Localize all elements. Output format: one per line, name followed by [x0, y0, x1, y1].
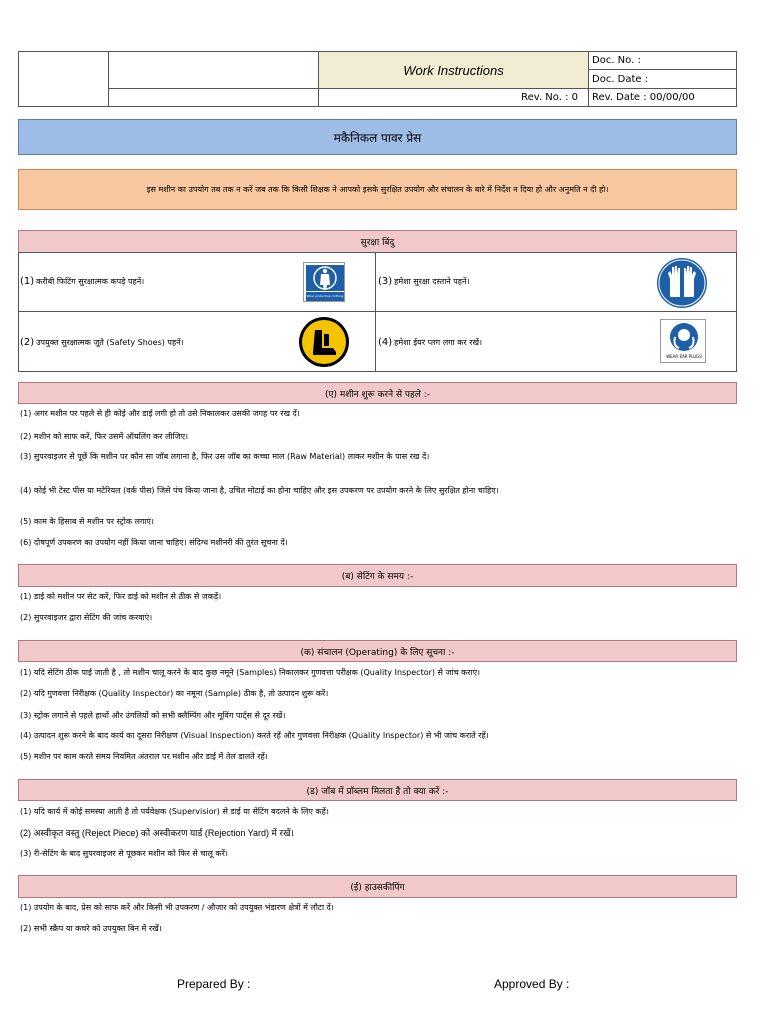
header-blank-row2 — [108, 88, 319, 107]
list-item: (1) डाई को मशीन पर सेट करें, फिर डाई को मशीन से ठीक से जकड़ें। — [20, 592, 222, 601]
section-d-heading: (ड) जॉब में प्रॉब्लम मिलता है तो क्या करें :- — [18, 779, 737, 801]
list-item: (3) सुपरवाइजर से पूछें कि मशीन पर कौन सा जॉब लगाना है, फिर उस जॉब का कच्चा माल (Raw Material) लाकर मशीन के पास रख दें। — [20, 452, 430, 461]
warning-banner: इस मशीन का उपयोग तब तक न करें जब तक कि किसी शिक्षक ने आपको इसके सुरक्षित उपयोग और संचालन के बारे में निर्देश न दिया हो और अनुमति न दी हो। — [18, 169, 737, 210]
safety-heading: सुरक्षा बिंदु — [18, 230, 737, 253]
section-a-heading: (ए) मशीन शुरू करने से पहले :- — [18, 382, 737, 404]
list-item: (5) मशीन पर काम करते समय नियमित अंतराल पर मशीन और डाई में तेल डालते रहें। — [20, 752, 268, 761]
section-e-heading: (ई) हाउसकीपिंग — [18, 875, 737, 898]
list-item: (3) री-सेटिंग के बाद सुपरवाइजर से पूछकर मशीन को फिर से चालू करें। — [20, 849, 228, 858]
list-item: (1) उपयोग के बाद, प्रेस को साफ करें और किसी भी उपकरण / औजार को उपयुक्त भंडारण क्षेत्रों में लौटा दें। — [20, 903, 334, 912]
list-item: (2) मशीन को साफ करें, फिर उसमें ऑयलिंग कर लीजिए। — [20, 432, 189, 441]
doc-no: Doc. No. : — [588, 51, 737, 70]
rev-date: Rev. Date : 00/00/00 — [588, 88, 737, 107]
section-c-heading: (क) संचालन (Operating) के लिए सूचना :- — [18, 640, 737, 662]
header-blank-cell — [108, 51, 319, 89]
safety-item-1: (1) करीबी फिटिंग सुरक्षात्मक कपड़े पहनें। — [20, 276, 145, 287]
list-item: (2) यदि गुणवत्ता निरीक्षक (Quality Inspector) का नमूना (Sample) ठीक है, तो उत्पादन शुरू करें। — [20, 689, 329, 698]
list-item: (6) दोषपूर्ण उपकरण का उपयोग नहीं किया जाना चाहिए। संदिग्ध मशीनरी की तुरंत सूचना दें। — [20, 538, 288, 547]
safety-item-2: (2) उपयुक्त सुरक्षात्मक जूते (Safety Shoes) पहनें। — [20, 336, 184, 348]
doc-date: Doc. Date : — [588, 69, 737, 89]
safety-item-3: (3) हमेशा सुरक्षा दस्ताने पहनें। — [378, 276, 470, 287]
list-item: (1) अगर मशीन पर पहले से ही कोई और डाई लगी हो तो उसे निकालकर उसकी जगह पर रख दें। — [20, 409, 300, 418]
approved-by: Approved By : — [494, 977, 570, 991]
main-title: मकैनिकल पावर प्रेस — [18, 119, 737, 155]
protective-clothing-icon — [303, 262, 345, 302]
doc-title: Work Instructions — [318, 51, 589, 89]
icon-caption: Wear protective clothing — [306, 294, 344, 298]
header-logo-cell — [18, 51, 109, 107]
icon-caption: WEAR EAR PLUGS — [666, 354, 702, 359]
section-b-heading: (ब) सेटिंग के समय :- — [18, 564, 737, 587]
list-item: (3) स्ट्रोक लगाने से पहले हाथों और उंगलियों को सभी क्लैम्पिंग और मूविंग पार्ट्स से दूर रखें। — [20, 711, 286, 720]
safety-shoes-icon — [296, 316, 352, 368]
list-item: (2) अस्वीकृत वस्तु (Reject Piece) को अस्वीकरण यार्ड (Rejection Yard) में रखें। — [20, 828, 294, 838]
list-item: (2) सुपरवाइजर द्वारा सेटिंग की जांच करवाएं। — [20, 613, 153, 622]
rev-no: Rev. No. : 0 — [318, 88, 589, 107]
ear-plugs-icon — [660, 319, 706, 363]
list-item: (1) यदि कार्य में कोई समस्या आती है तो पर्यवेक्षक (Supervisior) से डाई या सेटिंग बदलने के लिए कहें। — [20, 807, 329, 816]
list-item: (4) कोई भी टेस्ट पीस या मटेरियल (वर्क पीस) जिसे पंच किया जाना है, उचित मोटाई का होना चाहिए और इस उपकरण पर उपयोग करने के लिए सुरक्षित होना चाहिए। — [20, 486, 499, 495]
list-item: (4) उत्पादन शुरू करने के बाद कार्य का दूसरा निरीक्षण (Visual Inspection) करते रहें और गुणवत्ता निरीक्षक (Quality Inspector) से भी जांच कराते रहें। — [20, 731, 489, 740]
prepared-by: Prepared By : — [177, 977, 251, 991]
list-item: (5) काम के हिसाब से मशीन पर स्ट्रोक लगाएं। — [20, 517, 154, 526]
gloves-icon — [654, 257, 710, 309]
safety-item-4: (4) हमेशा ईयर प्लग लगा कर रखें। — [378, 336, 483, 348]
list-item: (2) सभी स्क्रैप या कचरे को उपयुक्त बिन में रखें। — [20, 924, 162, 933]
list-item: (1) यदि सेटिंग ठीक पाई जाती है , तो मशीन चालू करने के बाद कुछ नमूने (Samples) निकालकर गुणवत्ता परीक्षक (Quality Inspector) से जांच कराएं। — [20, 668, 481, 677]
